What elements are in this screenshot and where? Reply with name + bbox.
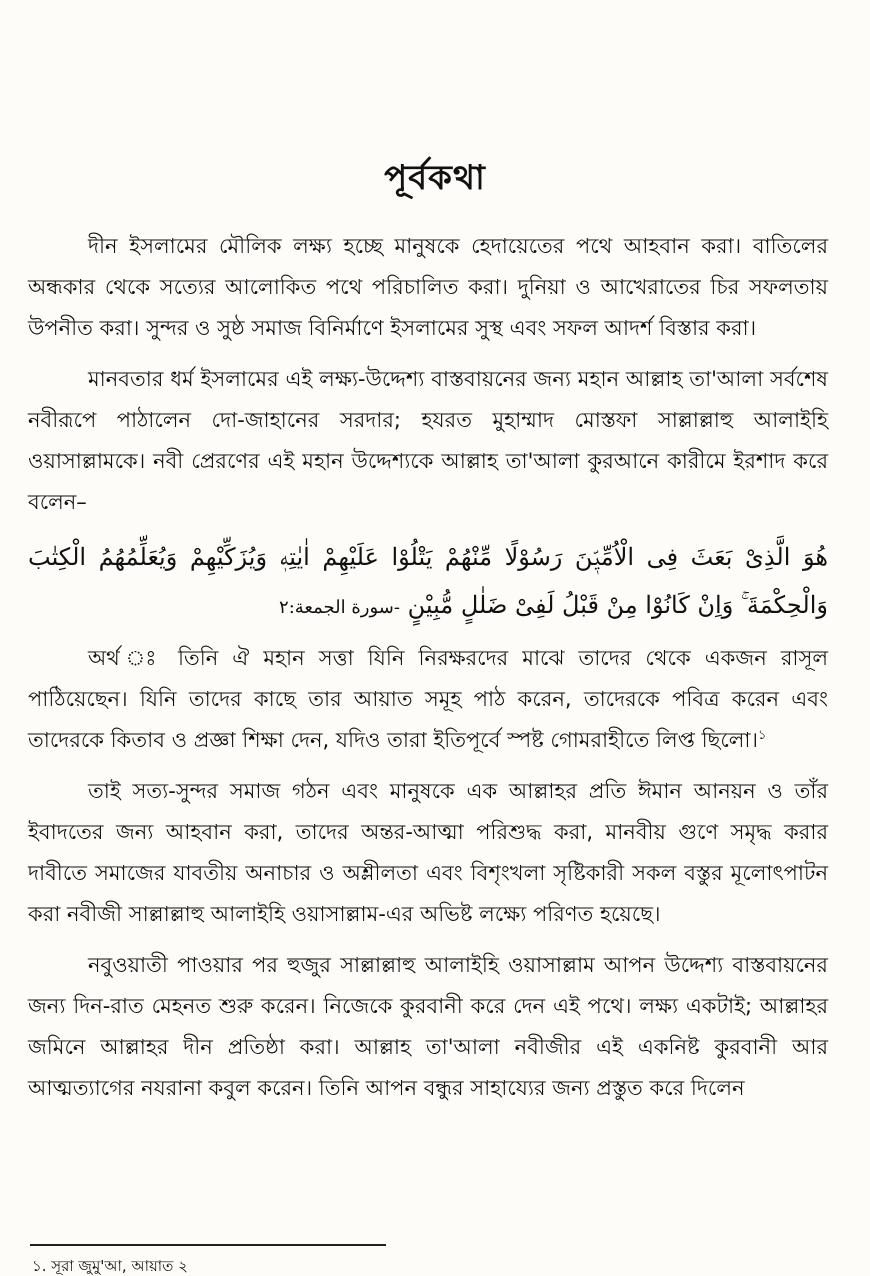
body-text [28, 226, 828, 1119]
paragraph-prophethood: নবুওয়াতী পাওয়ার পর হুজুর সাল্লাল্লাহু আলাইহি ওয়াসাল্লাম আপন উদ্দেশ্য বাস্তবায়নের জন্য দিন-রাত মেহনত শুরু করেন। নিজেকে কুরবানী করে দেন এই পথে। লক্ষ্য একটাই; আল্লাহর জমিনে আল্লাহর দীন প্রতিষ্ঠা করা। আল্লাহ তা'আলা নবীজীর এই একনিষ্ট কুরবানী আর আত্মত্যাগের নযরানা কবুল করেন। তিনি আপন বন্ধুর সাহায্যের জন্য প্রস্তুত করে দিলেন [28, 953, 828, 1100]
meaning-text: তিনি ঐ মহান সত্তা যিনি নিরক্ষরদের মাঝে তাদের থেকে একজন রাসূল পাঠিয়েছেন। যিনি তাদের কাছে তার আয়াত সমূহ পাঠ করেন, তাদেরকে পবিত্র করেন এবং তাদেরকে কিতাব ও প্রজ্ঞা শিক্ষা দেন, যদিও তারা ইতিপূর্বে স্পষ্ট গোমরাহীতে লিপ্ত ছিলো। [28, 646, 828, 752]
arabic-reference: -سورة الجمعة:٢ [279, 597, 400, 618]
arabic-verse: هُوَ الَّذِىْ بَعَثَ فِى الْاُمِّيّٖنَ رَسُوْلًا مِّنْهُمْ يَتْلُوْا عَلَيْهِمْ اٰيٰتِهٖ وَيُزَكِّيْهِمْ وَيُعَلِّمُهُمُ الْكِتٰبَ وَالْحِكْمَةَ ۚ وَاِنْ كَانُوْا مِنْ قَبْلُ لَفِىْ ضَلٰلٍ مُّبِيْنٍ [28, 543, 828, 619]
verse-meaning [28, 638, 828, 761]
arabic-verse-block [28, 533, 828, 632]
meaning-label: অর্থ ঃ [88, 646, 164, 670]
footnote-mark: ১ [758, 728, 767, 743]
footnote: ১. সূরা জুমু'আ, আয়াত ২ [32, 1257, 188, 1275]
footnote-divider [30, 1244, 386, 1246]
paragraph-society: তাই সত্য-সুন্দর সমাজ গঠন এবং মানুষকে এক আল্লাহর প্রতি ঈমান আনয়ন ও তাঁর ইবাদতের জন্য আহবান করা, তাদের অন্তর-আত্মা পরিশুদ্ধ করা, মানবীয় গুণে সমৃদ্ধ করার দাবীতে সমাজের যাবতীয় অনাচার ও অশ্লীলতা এবং বিশৃংখলা সৃষ্টিকারী সকল বস্তুর মূলোৎপাটন করা নবীজী সাল্লাল্লাহু আলাইহি ওয়াসাল্লাম-এর অভিষ্ট লক্ষ্যে পরিণত হয়েছে। [28, 779, 828, 926]
paragraph-intro: দীন ইসলামের মৌলিক লক্ষ্য হচ্ছে মানুষকে হেদায়েতের পথে আহবান করা। বাতিলের অন্ধকার থেকে সত্যের আলোকিত পথে পরিচালিত করা। দুনিয়া ও আখেরাতের চির সফলতায় উপনীত করা। সুন্দর ও সুষ্ঠ সমাজ বিনির্মাণে ইসলামের সুস্থ এবং সফল আদর্শ বিস্তার করা। [28, 234, 828, 340]
page-title: পূর্বকথা [384, 158, 486, 198]
paragraph-mission: মানবতার ধর্ম ইসলামের এই লক্ষ্য-উদ্দেশ্য বাস্তবায়নের জন্য মহান আল্লাহ তা'আলা সর্বশেষ নবীরূপে পাঠালেন দো-জাহানের সরদার; হযরত মুহাম্মাদ মোস্তফা সাল্লাল্লাহু আলাইহি ওয়াসাল্লামকে। নবী প্রেরণের এই মহান উদ্দেশ্যকে আল্লাহ তা'আলা কুরআনে কারীমে ইরশাদ করে বলেন– [28, 367, 828, 514]
